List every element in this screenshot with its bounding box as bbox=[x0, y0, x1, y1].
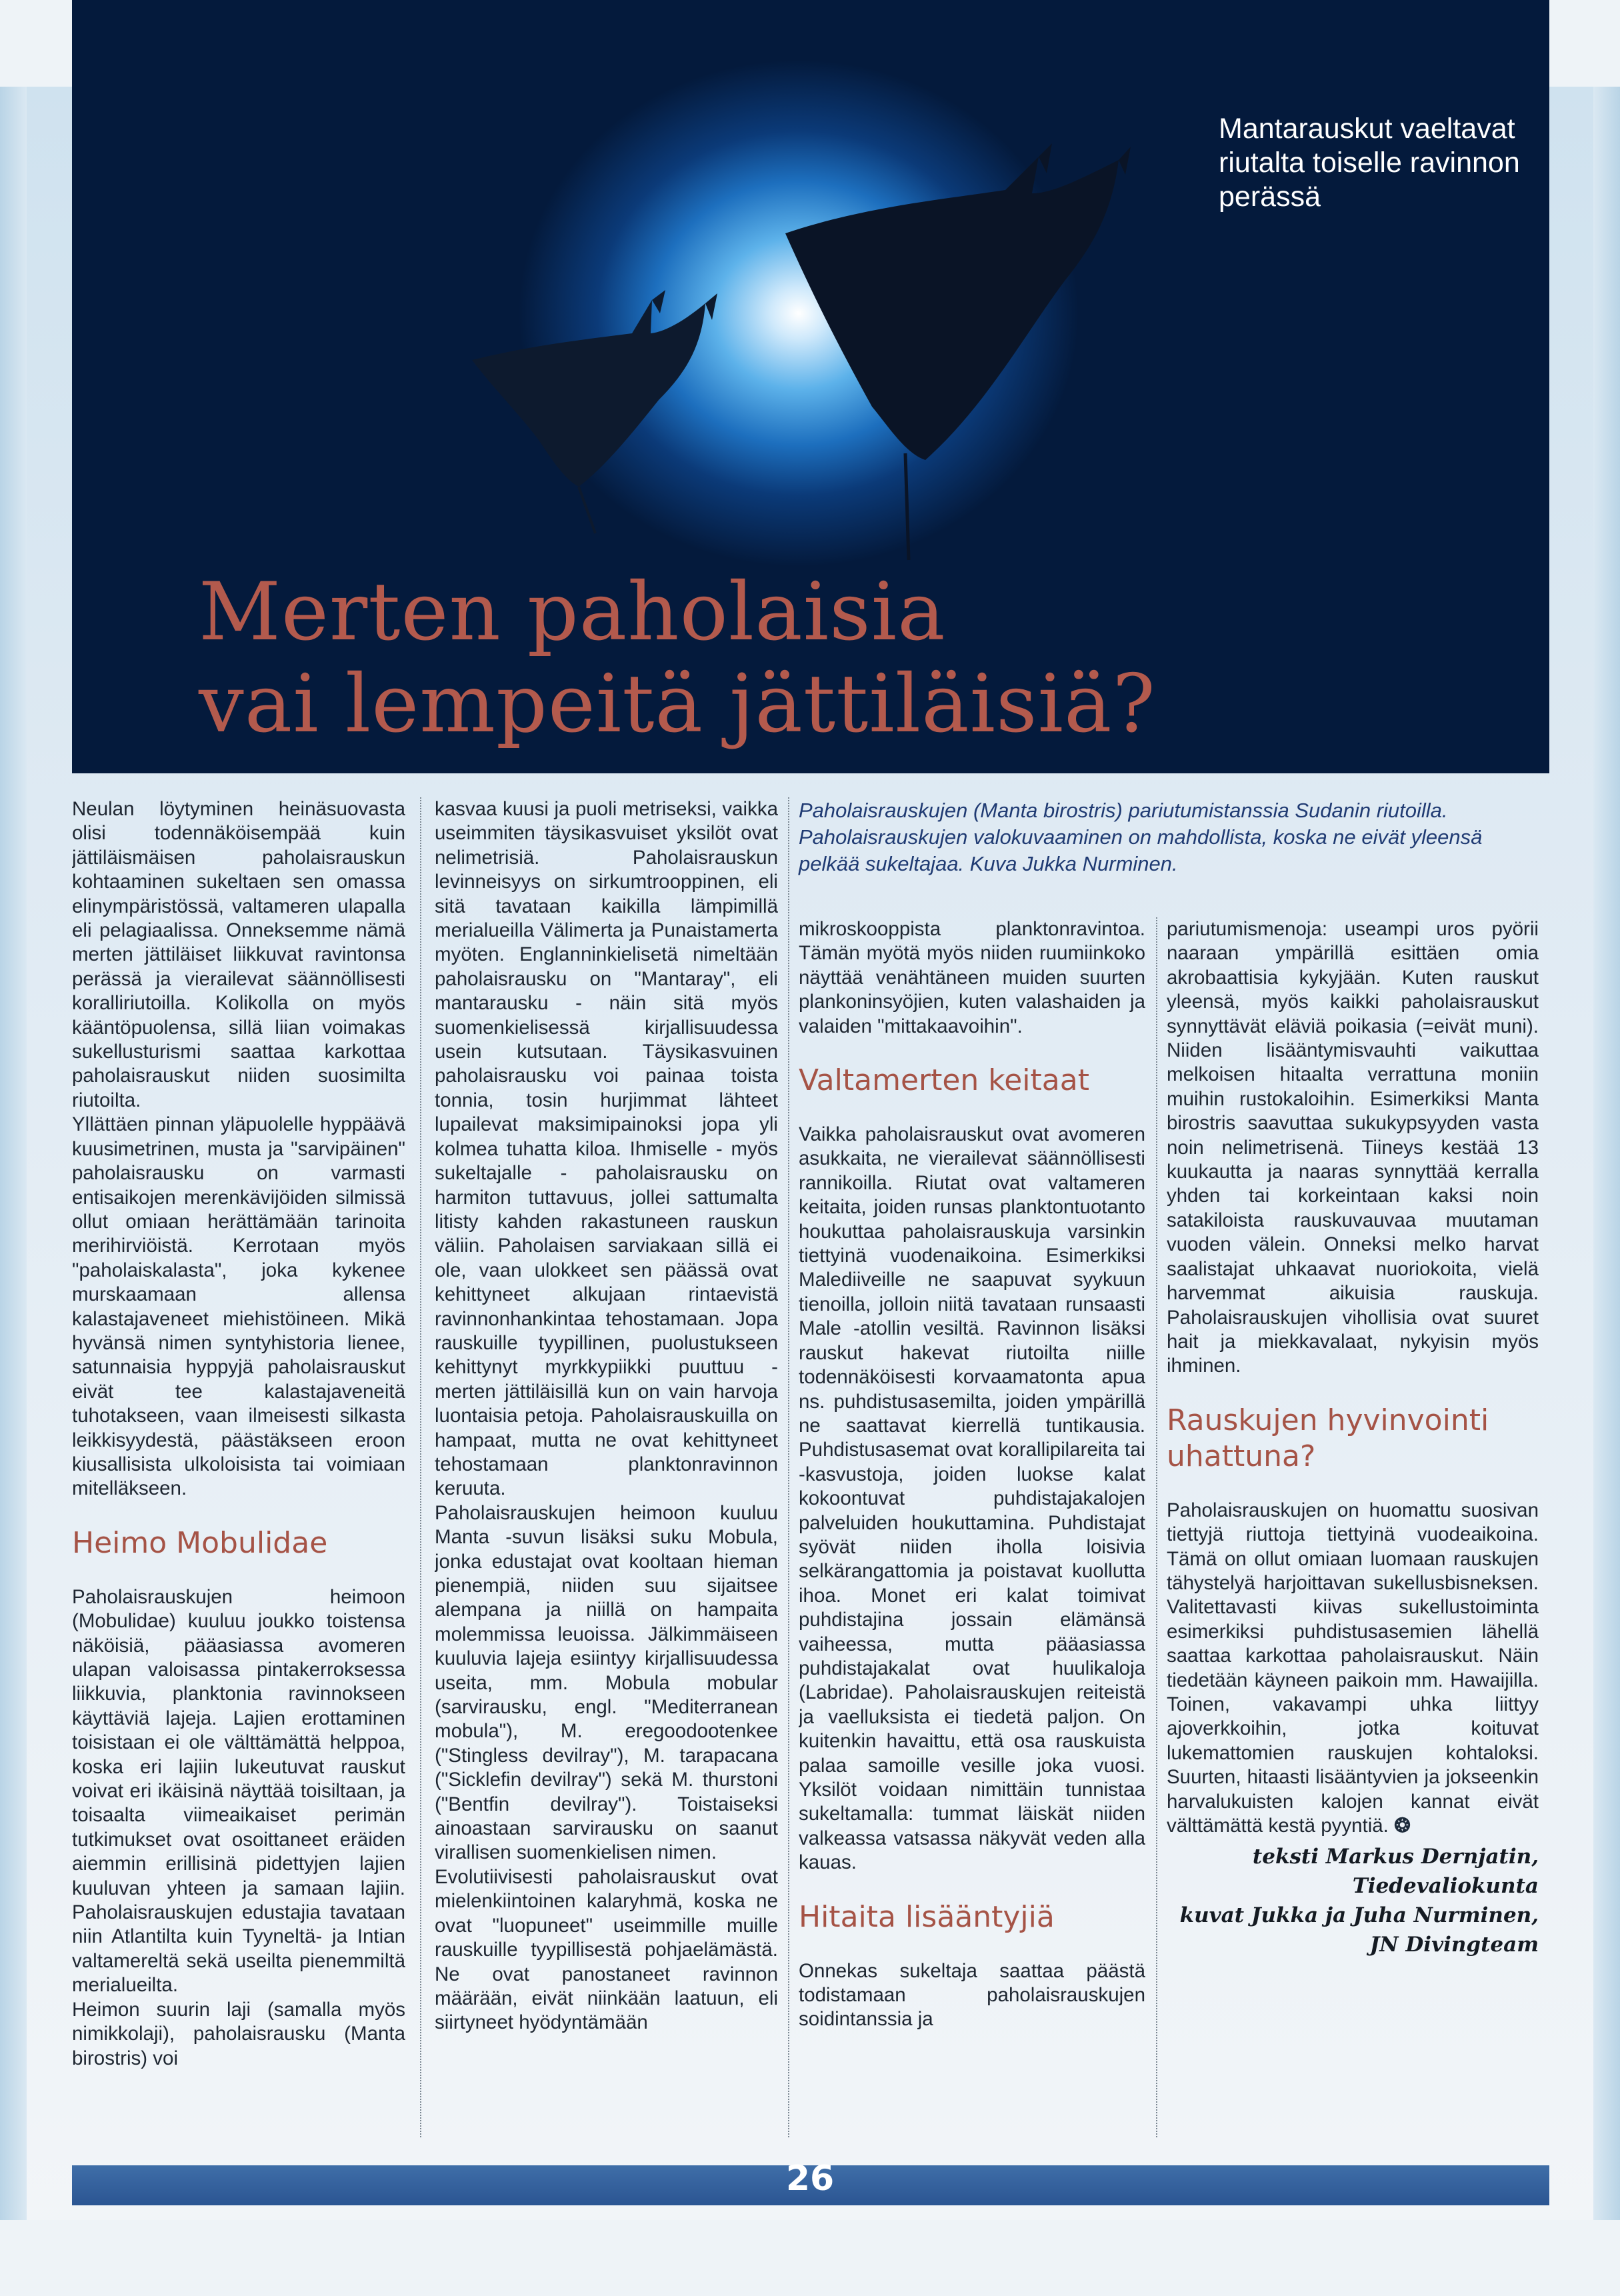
paragraph: mikroskooppista planktonravintoa. Tämän myötä myös niiden ruumiinkoko näyttää venähtäneen muiden suurten plankoninsyöjien, kuten valashaiden ja valaiden "mittakaavoihin". bbox=[799, 918, 1145, 1037]
page-edge-right bbox=[1593, 87, 1620, 2220]
column-divider bbox=[788, 797, 789, 2137]
byline-team: JN Divingteam bbox=[1369, 1933, 1539, 1957]
section-heading: Heimo Mobulidae bbox=[72, 1525, 328, 1560]
byline bbox=[1167, 1842, 1539, 1959]
hero-photo bbox=[72, 0, 1549, 773]
byline-committee: Tiedevaliokunta bbox=[1352, 1874, 1539, 1899]
column-divider bbox=[420, 797, 421, 2137]
paragraph: Paholaisrauskujen heimoon kuuluu Manta -suvun lisäksi suku Mobula, jonka edustajat ovat kooltaan hieman pienempiä, niiden suu sijaitsee alempana ja niillä on hampaita molemmissa leuoissa. Jälkimmäiseen kuuluvia lajeja esiintyy kirjallisuudessa useita, mm. Mobula mobular (sarvirausku, engl. "Mediterranean mobula"), M. eregoodootenkee ("Stingless devilray"), M. tarapacana ("Sicklefin devilray") sekä M. thurstoni ("Bentfin devilray"). Toistaiseksi ainoastaan sarvirausku on saanut virallisen suomenkielisen nimen. bbox=[435, 1501, 778, 1864]
paragraph: Vaikka paholaisrauskut ovat avomeren asukkaita, ne vierailevat säännöllisesti rannikoilla. Riutat ovat valtameren keitaita, joiden runsas planktontuotanto houkuttaa paholaisrauskuja varsinkin tiettyinä vuodenaikoina. Esimerkiksi Malediiveille ne saapuvat syykuun tienoilla, jolloin niitä tavataan runsaasti Male -atollin vesiltä. Ravinnon lisäksi rauskut hakevat riutoilta niille todennäköisesti korvaamatonta apua ns. puhdistusasemilta, joiden ympärillä ne saattavat kierrellä tuntikausia. Puhdistusasemat ovat korallipilareita tai -kasvustoja, joiden luokse kalat kokoontuvat puhdistajakalojen palveluiden houkuttamina. Puhdistajat syövät niiden iholla loisivia selkärangattomia ja poistavat kuollutta ihoa. Monet eri kalat toimivat puhdistajina jossain elämänsä vaiheessa, mutta pääasiassa puhdistajakalat ovat huulikaloja (Labridae). Paholaisrauskujen reiteistä ja vaelluksista ei tiedetä paljon. On kuitenkin havaittu, että osa rauskuista palaa samoille vesille joka vuosi. Yksilöt voidaan nimittäin tunnistaa sukeltamalla: tummat läiskät niiden valkeassa vatsassa näkyvät veden alla kauas. bbox=[799, 1123, 1145, 1874]
column-2 bbox=[435, 797, 778, 2137]
page-number: 26 bbox=[785, 2159, 835, 2199]
page-edge-left bbox=[0, 87, 27, 2220]
column-1 bbox=[72, 797, 405, 2137]
small-manta-ray bbox=[472, 290, 717, 533]
paragraph: kasvaa kuusi ja puoli metriseksi, vaikka useimmiten täysikasvuiset yksilöt ovat nelimetrisiä. Paholaisrauskun levinneisyys on sirkumtrooppinen, eli sitä tavataan kaikilla lämpimillä merialueilla Välimerta ja Punaistamerta myöten. Englanninkielisetä nimeltään paholaisrausku on "Mantaray", eli mantarausku - näin sitä myös suomenkielisessä kirjallisuudessa usein kutsutaan. Täysikasvuinen paholaisrausku voi painaa toista tonnia, tosin hurjimmat lähteet lupailevat maksimipainoksi jopa yli kolmea tuhatta kiloa. Ihmiselle - myös sukeltajalle - paholaisrausku on harmiton tuttavuus, jollei sattumalta litisty kahden rakastuneen rauskun väliin. Paholaisen sarviakaan sillä ei ole, vaan ulokkeet sen päässä ovat kehittyneet alkujaan rintaevistä ravinnonhankintaa tehostamaan. Jopa rauskuille tyypillinen, puolustukseen kehittynyt myrkkypiikki puuttuu - merten jättiläisillä kun on vain harvoja luontaisia petoja. Paholaisrauskuilla on hampaat, mutta ne ovat kehittyneet tehostamaan planktonravinnon keruuta. bbox=[435, 798, 778, 1500]
paragraph-text: Paholaisrauskujen on huomattu suosivan tiettyjä riuttoja tiettyinä vuodeaikoina. Tämä on ollut omiaan luomaan rauskujen tähystelyä harjoittavan sukellusbisneksen. Valitettavasti kiivas sukellustoiminta esimerkiksi puhdistusasemien lähellä saattaa karkottaa paholaisrauskut. Näin tiedetään käyneen paikoin mm. Hawaijilla. Toinen, vakavampi uhka liittyy ajoverkkoihin, jotka koituvat lukemattomien rauskujen kohtaloksi. Suurten, hitaasti lisääntyvien ja jokseenkin harvalukuisten kalojen kannat eivät välttämättä kestä pyyntiä. bbox=[1167, 1499, 1539, 1837]
paragraph: Onnekas sukeltaja saattaa päästä todistamaan paholaisrauskujen soidintanssia ja bbox=[799, 1959, 1145, 2031]
paragraph: Paholaisrauskujen heimoon (Mobulidae) kuuluu joukko toistensa näköisiä, pääasiassa avomeren ulapan valoisassa pintakerroksessa liikkuvia, planktonia ravinnokseen käyttäviä lajeja. Lajien erottaminen toisistaan ei ole välttämättä helppoa, koska eri lajiin lukeutuvat rauskut voivat eri ikäisinä näyttää toisiltaan, ja toisaalta viimeaikaiset perimän tutkimukset ovat osoittaneet eräiden aiemmin erillisinä pidettyjen lajien kuuluvan yhteen ja samaan lajiin. Paholaisrauskujen edustajia tavataan niin Atlantilta kuin Tyyneltä- ja Intian valtamereltä sekä useilta pienemmiltä merialueilta. bbox=[72, 1585, 405, 1997]
paragraph: Neulan löytyminen heinäsuovasta olisi todennäköisempää kuin jättiläismäisen paholaisrauskun kohtaaminen sukeltaen sen omassa elinympäristössä, valtameren ulapalla eli pelagiaalissa. Onneksemme nämä merten jättiläiset liikkuvat ravintonsa perässä ja vierailevat säännöllisesti koralliriutoilla. Kolikolla on myös kääntöpuolensa, sillä liian voimakas sukellusturismi saattaa karkottaa paholaisrauskut niiden suosimilta riutoilta. bbox=[72, 798, 405, 1111]
section-heading: Valtamerten keitaat bbox=[799, 1063, 1089, 1098]
column-3 bbox=[799, 917, 1145, 2137]
byline-author: teksti Markus Dernjatin, bbox=[1252, 1845, 1539, 1869]
section-heading: Hitaita lisääntyjiä bbox=[799, 1899, 1055, 1934]
article-title bbox=[199, 567, 1399, 751]
paragraph: pariutumismenoja: useampi uros pyörii naaraan ympärillä esittäen omia akrobaattisia kykyjään. Kuten rauskut yleensä, myös kaikki paholaisrauskut synnyttävät eläviä poikasia (=eivät muni). Niiden lisääntymisvauhti vaikuttaa melkoisen hitaalta verrattuna moniin muihin rustokaloihin. Esimerkiksi Manta birostris saavuttaa sukukypsyyden vasta noin nelimetrisenä. Tiineys kestää 13 kuukautta ja naaras synnyttää kerralla yhden tai korkeintaan kaksi noin satakiloista rauskuvauvaa muutaman vuoden välein. Onneksi melko harvat saalistajat uhkaavat nuoriokoita, vielä harvemmat aikuisia rauskuja. Paholaisrauskujen vihollisia ovat suuret hait ja miekkavalaat, nykyisin myös ihminen. bbox=[1167, 918, 1539, 1377]
hero-caption: Mantarauskut vaeltavat riutalta toiselle ravinnon perässä bbox=[1219, 113, 1520, 213]
paragraph bbox=[1167, 1499, 1539, 1839]
byline-photos: kuvat Jukka ja Juha Nurminen, bbox=[1179, 1903, 1539, 1928]
paragraph: Evolutiivisesti paholaisrauskut ovat mielenkiintoinen kalaryhmä, koska ne ovat "luopuneet" useimmille muille rauskuille tyypillisestä pohjaelämästä. Ne ovat panostaneet ravinnon määrään, eivät niinkään laatuun, eli siirtyneet hyödyntämään bbox=[435, 1865, 778, 2034]
section-heading: Rauskujen hyvinvointi uhattuna? bbox=[1167, 1403, 1489, 1473]
title-line-2: vai lempeitä jättiläisiä? bbox=[199, 658, 1156, 751]
paragraph: Heimon suurin laji (samalla myös nimikkolaji), paholaisrausku (Manta birostris) voi bbox=[72, 1998, 405, 2069]
column-4 bbox=[1167, 917, 1539, 2137]
title-line-1: Merten paholaisia bbox=[199, 566, 946, 659]
paragraph: Yllättäen pinnan yläpuolelle hyppäävä kuusimetrinen, musta ja "sarvipäinen" paholaisrausku on varmasti entisaikojen merenkävijöiden silmissä ollut omiaan herättämään tarinoita merihirviöistä. Kerrotaan myös "paholaiskalasta", joka kykenee murskaamaan allensa kalastajaveneet miehistöineen. Mikä hyvänsä nimen syntyhistoria lienee, satunnaisia hyppyjä paholaisrauskut eivät tee kalastajaveneitä tuhotakseen, vaan ilmeisesti silkasta leikkisyydestä, päästäkseen eroon kiusallisista ulkoloisista tai voimiaan mitelläkseen. bbox=[72, 1113, 405, 1500]
photo-caption: Paholaisrauskujen (Manta birostris) pariutumistanssia Sudanin riutoilla. Paholaisrauskujen valokuvaaminen on mahdollista, koska ne eivät yleensä pelkää sukeltajaa. Kuva Jukka Nurminen. bbox=[799, 799, 1483, 875]
end-mark-icon: ❂ bbox=[1394, 1815, 1411, 1837]
large-manta-ray bbox=[785, 143, 1131, 560]
column-divider bbox=[1156, 917, 1157, 2137]
